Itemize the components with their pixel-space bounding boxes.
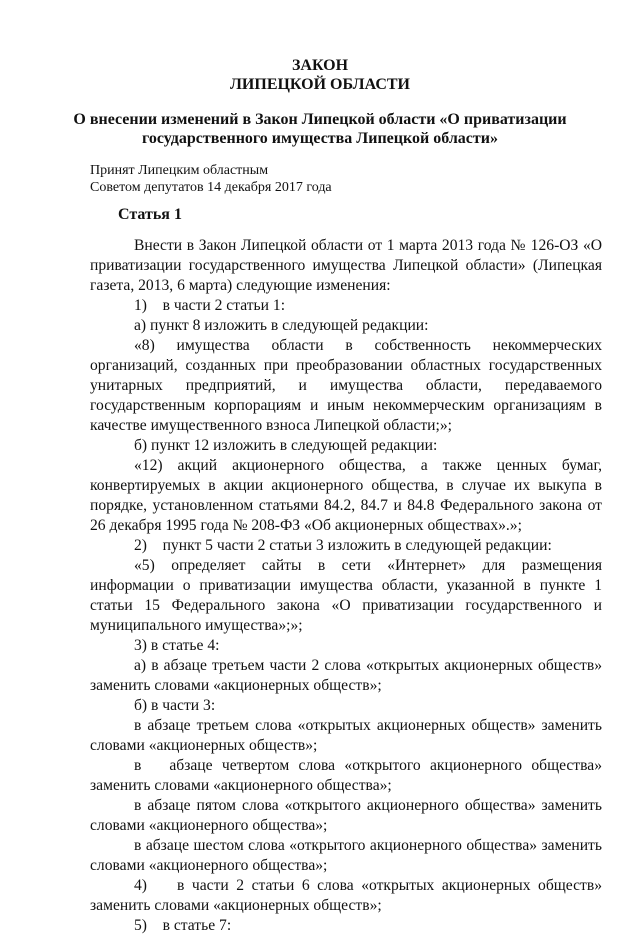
law-subject-line-1: О внесении изменений в Закон Липецкой области «О приватизации	[73, 111, 567, 128]
adoption-note-line-1: Принят Липецким областным	[90, 163, 269, 178]
paragraph: а) пункт 8 изложить в следующей редакции:	[134, 317, 429, 334]
adoption-note-line-2: Советом депутатов 14 декабря 2017 года	[90, 180, 332, 195]
law-title-line-2: ЛИПЕЦКОЙ ОБЛАСТИ	[230, 76, 410, 93]
paragraph: в абзаце пятом слова «открытого акционерного общества» заменить словами «акционерного общества»;	[90, 797, 602, 834]
paragraph: 4) в части 2 статьи 6 слова «открытых акционерных обществ» заменить словами «акционерных обществ»;	[90, 877, 602, 914]
paragraph: в абзаце шестом слова «открытого акционерного общества» заменить словами «акционерного общества»;	[90, 837, 602, 874]
paragraph: 3) в статье 4:	[134, 637, 220, 654]
adoption-note	[90, 162, 332, 196]
paragraph: а) в абзаце третьем части 2 слова «открытых акционерных обществ» заменить словами «акционерных обществ»;	[90, 657, 602, 694]
paragraph: б) в части 3:	[134, 697, 216, 714]
paragraph: «8) имущества области в собственность некоммерческих организаций, созданных при преобразовании областных государственных унитарных предприятий, и имущества области, передаваемого государственным корпорациям и иным некоммерческим организациям в качестве имущественного взноса Липецкой области;»;	[90, 337, 602, 434]
paragraph: б) пункт 12 изложить в следующей редакции:	[134, 437, 438, 454]
law-title-line-1: ЗАКОН	[291, 57, 349, 74]
article-body	[90, 236, 602, 936]
law-title-block	[0, 56, 640, 94]
article-heading: Статья 1	[118, 206, 182, 223]
paragraph: Внести в Закон Липецкой области от 1 марта 2013 года № 126-ОЗ «О приватизации государственного имущества Липецкой области» (Липецкая газета, 2013, 6 марта) следующие изменения:	[90, 237, 602, 294]
paragraph: 2) пункт 5 части 2 статьи 3 изложить в следующей редакции:	[134, 537, 552, 554]
paragraph: 1) в части 2 статьи 1:	[134, 297, 286, 314]
paragraph: в абзаце третьем слова «открытых акционерных обществ» заменить словами «акционерных обществ»;	[90, 717, 602, 754]
paragraph: «12) акций акционерного общества, а также ценных бумаг, конвертируемых в акции акционерного общества, в случае их выкупа в порядке, установленном статьями 84.2, 84.7 и 84.8 Федерального закона от 26 декабря 1995 года № 208-ФЗ «Об акционерных обществах».»;	[90, 457, 602, 534]
law-subject	[60, 110, 580, 148]
law-subject-line-2: государственного имущества Липецкой области»	[142, 130, 498, 147]
paragraph: 5) в статье 7:	[134, 917, 232, 934]
paragraph: «5) определяет сайты в сети «Интернет» для размещения информации о приватизации имущества области, указанной в пункте 1 статьи 15 Федерального закона «О приватизации государственного и муниципального имущества»;»;	[90, 557, 602, 634]
paragraph: в абзаце четвертом слова «открытого акционерного общества» заменить словами «акционерного общества»;	[90, 757, 602, 794]
